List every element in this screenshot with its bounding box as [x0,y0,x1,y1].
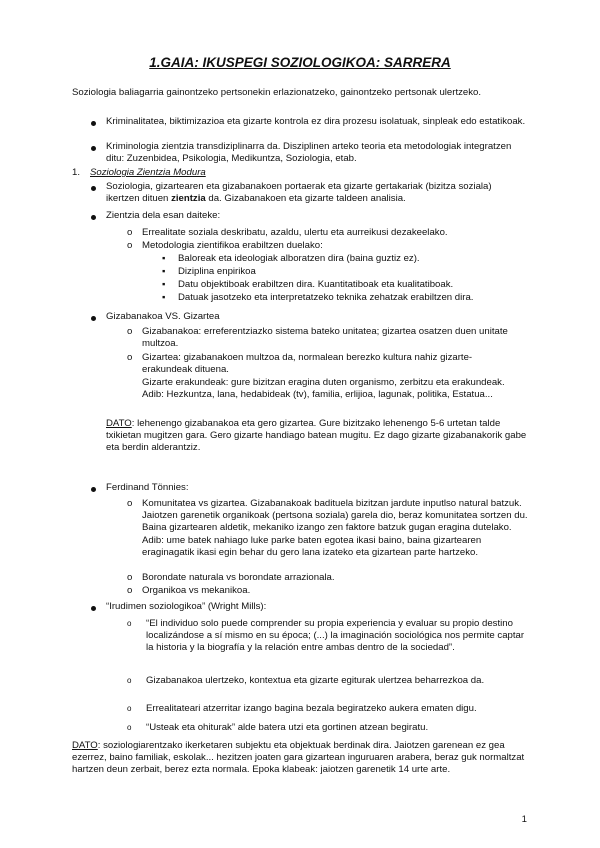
society-definition: Gizartea: gizabanakoen multzoa da, normalean berezko kultura nahiz gizarte-erakundeak dituena. [142,352,473,376]
bullet-icon [91,146,96,151]
tonnies-community: Komunitatea vs gizartea. Gizabanakoak badituela bizitzan jardute inputlso natural batzuk. Jaiotzen garenetik organikoak (pertsona soziala) garela dio, beraz komunitatea sortzen du. Baina gizartearen aldetik, mekaniko izango zen faktore batzuk gugan eragina dutelako. Adib: ume batek nahiago luke parke baten egotea ikasi baino, baina gizartearen eraginagatik ikasi egin behar du gero lana izateko eta gizartean parte hartzeko. [142,498,528,558]
tonnies-bullet: Ferdinand Tönnies: [106,482,189,493]
bullet-icon [91,186,96,191]
individual-definition: Gizabanakoa: erreferentziazko sistema bateko unitatea; gizartea osatzen duen unitate multzoa. [142,326,508,350]
page-number: 1 [521,813,527,825]
intro-paragraph: Soziologia baliagarria gainontzeko pertsonekin erlazionatzeko, gainontzeko pertsonak ulertzeko. [72,87,482,98]
square-bullet-icon: ▪ [162,266,166,277]
circle-bullet-icon: o [127,704,132,713]
bullet-icon [91,606,96,611]
page-title: 1.GAIA: IKUSPEGI SOZIOLOGIKOA: SARRERA [149,55,451,70]
section-heading: Soziologia Zientzia Modura [90,167,206,178]
science-reason-1: Errealitate soziala deskribatu, azaldu, ulertu eta aurreikusi dezakeelako. [142,227,448,238]
tonnies-organic: Organikoa vs mekanikoa. [142,585,251,596]
bullet-icon [91,316,96,321]
science-reason-2: Metodologia zientifikoa erabiltzen duelako: [142,240,323,251]
sociological-imagination: “Irudimen soziologikoa” (Wright Mills): [106,601,267,612]
mills-point-1: Gizabanakoa ulertzeko, kontextua eta gizarte egiturak ulertzea beharrezkoa da. [146,675,485,686]
mills-point-2: Errealitateari atzerritar izango bagina bezala begiratzeko aukera ematen digu. [146,703,477,714]
circle-bullet-icon: o [127,227,133,238]
mills-quote: “El individuo solo puede comprender su propia experiencia y evaluar su propio destino localizándose a sí mismo en su época; (...) la imaginación sociológica nos permite captar la historia y la biografía y la relación entre ambas dentro de la sociedad”. [146,618,525,654]
social-institutions: Gizarte erakundeak: gure bizitzan eragina duten organismo, zerbitzu eta erakundeak. Adib: Hezkuntza, lana, hedabideak (tv), familia, erlijioa, lagunak, politika, Estatua... [142,377,505,401]
circle-bullet-icon: o [127,619,132,628]
method-item-4: Datuak jasotzeko eta interpretatzeko teknika zehatzak erabiltzen dira. [178,292,474,303]
square-bullet-icon: ▪ [162,292,166,303]
circle-bullet-icon: o [127,723,132,732]
bullet-icon [91,487,96,492]
method-item-1: Baloreak eta ideologiak alboratzen dira (baina guztiz ez). [178,253,420,264]
science-bullet: Zientzia dela esan daiteke: [106,210,221,221]
section-number: 1. [72,167,81,178]
circle-bullet-icon: o [127,676,132,685]
intro-bullet-1: Kriminalitatea, biktimizazioa eta gizarte kontrola ez dira prozesu isolatuak, sinpleak edo estatikoak. [106,116,526,127]
square-bullet-icon: ▪ [162,253,166,264]
dato-note-1: DATO: lehenengo gizabanakoa eta gero gizartea. Gure bizitzako lehenengo 5-6 urtetan talde txikietan mugitzen gara. Gero gizarte handiago batean mugitu. Ez dago gizarte gizabanakorik gabe eta berdin alderantziz. [106,418,527,454]
circle-bullet-icon: o [127,352,133,363]
mills-point-3: “Usteak eta ohiturak” alde batera utzi eta gortinen atzean begiratu. [146,722,429,733]
circle-bullet-icon: o [127,585,133,596]
tonnies-will: Borondate naturala vs borondate arrazionala. [142,572,335,583]
circle-bullet-icon: o [127,498,133,509]
circle-bullet-icon: o [127,326,133,337]
intro-bullet-2: Kriminologia zientzia transdiziplinarra da. Disziplinen arteko teoria eta metodologiak integratzen ditu: Zuzenbidea, Psikologia, Medikuntza, Soziologia, etab. [106,141,512,165]
sociology-definition: Soziologia, gizartearen eta gizabanakoen portaerak eta gizarte gertakariak (bizitza soziala) ikertzen dituen zientzia da. Gizabanakoen eta gizarte taldeen analisia. [106,181,492,205]
circle-bullet-icon: o [127,572,133,583]
bullet-icon [91,215,96,220]
circle-bullet-icon: o [127,240,133,251]
individual-vs-society: Gizabanakoa VS. Gizartea [106,311,220,322]
dato-note-2: DATO: soziologiarentzako ikerketaren subjektu eta objektuak berdinak dira. Jaiotzen garenean ez gea ezerrez, baino familiak, eskolak... hezitzen joaten gara gizartean inguruaren arabera, beraz guk normaltzat hartzen deun zerbait, berez ezta normala. Epoka klabeak: jaiotzen garenetik 14 urte arte. [72,740,525,776]
bullet-icon [91,121,96,126]
method-item-2: Diziplina enpirikoa [178,266,256,277]
method-item-3: Datu objektiboak erabiltzen dira. Kuantitatiboak eta kualitatiboak. [178,279,454,290]
square-bullet-icon: ▪ [162,279,166,290]
